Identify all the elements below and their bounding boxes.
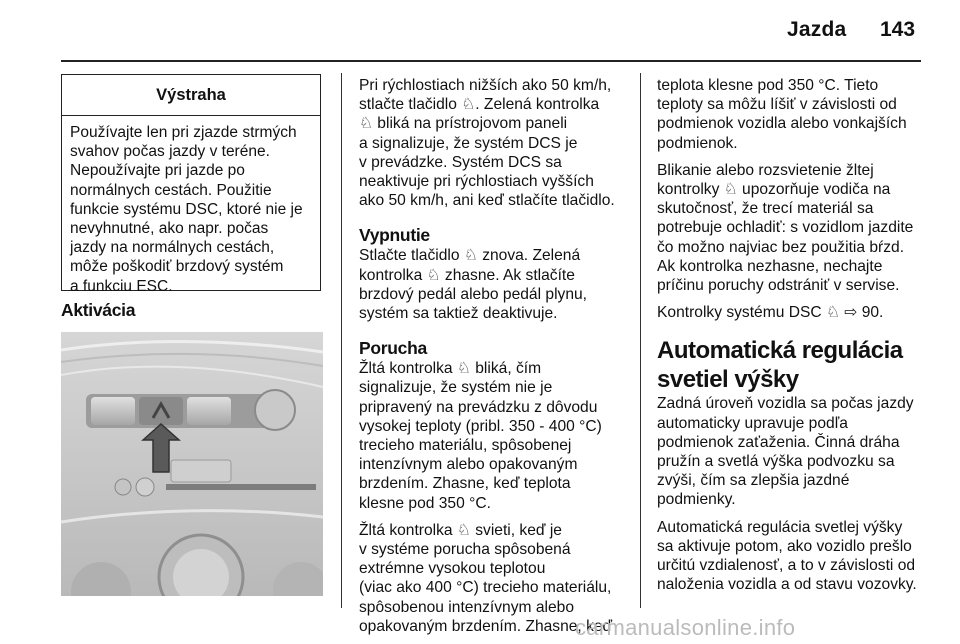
text-line: intenzívnym alebo opakovaným [359, 456, 578, 474]
paragraph-auto-activation [657, 518, 927, 595]
text-line: pružín a svetlá výška podvozku sa [657, 453, 895, 471]
text-line: automaticky upravuje podľa [657, 414, 848, 432]
text-line: stlačte tlačidlo ♘. Zelená kontrolka [359, 96, 600, 114]
warning-line: a funkciu ESC. [70, 277, 173, 295]
warning-line: funkcie systému DSC, ktoré nie je [70, 200, 303, 218]
text-line: potrebuje ochladiť: s vozidlom jazdite [657, 219, 914, 237]
warning-box [61, 74, 321, 295]
text-line: a signalizuje, že systém DCS je [359, 134, 578, 152]
text-line: opakovaným brzdením. Zhasne, keď [359, 617, 613, 635]
text-line: čo možno najviac bez použitia bŕzd. [657, 238, 905, 256]
text-line: teplota klesne pod 350 °C. Tieto [657, 77, 879, 94]
warning-line: jazdy na normálnych cestách, [70, 239, 275, 257]
warning-line: nevyhnutné, ako napr. počas [70, 220, 269, 238]
text-line: v prevádzke. Systém DCS sa [359, 153, 562, 171]
heading-line: svetiel výšky [657, 366, 799, 394]
text-line: (viac ako 400 °C) trecieho materiálu, [359, 579, 612, 597]
paragraph-activation [359, 76, 627, 210]
text-line: vysokej teploty (pribl. 350 - 400 °C) [359, 417, 602, 435]
text-line: neaktivuje pri rýchlostiach vyšších [359, 173, 594, 191]
text-line: podmienok. [657, 134, 738, 152]
page-number: 143 [880, 18, 916, 41]
column-2 [359, 76, 627, 644]
text-line: podmienok vozidla alebo vonkajších [657, 115, 907, 133]
text-line: spôsobenou intenzívnym alebo [359, 598, 574, 616]
text-line: sa aktivuje potom, ako vozidlo prešlo [657, 537, 912, 555]
paragraph-reference: Kontrolky systému DSC ♘ ⇨ 90. [657, 304, 884, 322]
text-line: trecieho materiálu, spôsobenej [359, 437, 572, 455]
column-divider-2 [640, 73, 641, 608]
column-3 [657, 76, 927, 602]
warning-line: Nepoužívajte pri jazde po [70, 162, 245, 180]
text-line: Pri rýchlostiach nižších ako 50 km/h, [359, 77, 612, 94]
text-line: klesne pod 350 °C. [359, 494, 491, 512]
column-divider-1 [341, 73, 342, 608]
text-line: určitú vzdialenosť, a to v závislosti od [657, 557, 916, 575]
paragraph-auto-level [657, 394, 927, 509]
heading-fault: Porucha [359, 338, 427, 359]
text-line: Automatická regulácia svetlej výšky [657, 518, 903, 536]
text-line: pripravený na prevádzku z dôvodu [359, 398, 598, 416]
text-line: kontrolka ♘ zhasne. Ak stlačíte [359, 266, 575, 284]
text-line: podmienok zaťaženia. Činná dráha [657, 433, 900, 451]
paragraph-temperature [657, 76, 927, 153]
paragraph-deactivation [359, 246, 627, 323]
heading-line: Automatická regulácia [657, 337, 903, 365]
text-line: Žltá kontrolka ♘ svieti, keď je [359, 521, 562, 539]
paragraph-fault-blinking [359, 359, 627, 513]
watermark: carmanualsonline.info [575, 615, 796, 640]
text-line: ako 50 km/h, ani keď stlačíte tlačidlo. [359, 192, 615, 210]
header-rule [61, 60, 921, 62]
dashboard-photo [61, 332, 323, 596]
text-line: príčinu poruchy odstrániť v servise. [657, 277, 900, 295]
heading-deactivation: Vypnutie [359, 225, 430, 246]
running-header-section: Jazda [787, 18, 847, 41]
text-line: Ak kontrolka nezhasne, nechajte [657, 257, 883, 275]
text-line: zvýši, čím sa zlepšia jazdné [657, 472, 850, 490]
text-line: brzdením. Zhasne, keď teplota [359, 475, 571, 493]
warning-line: normálnych cestách. Použitie [70, 181, 272, 199]
text-line: systém sa taktiež deaktivuje. [359, 305, 558, 323]
heading-auto-level [657, 336, 927, 394]
warning-title: Výstraha [62, 75, 320, 116]
dashboard-illustration [61, 332, 323, 596]
text-line: signalizuje, že systém nie je [359, 379, 553, 397]
text-line: naloženia vozidla a od stavu vozovky. [657, 576, 917, 594]
paragraph-blinking [657, 161, 927, 295]
text-line: podmienky. [657, 491, 736, 509]
warning-line: môže poškodiť brzdový systém [70, 258, 284, 276]
text-line: Blikanie alebo rozsvietenie žltej [657, 161, 874, 179]
text-line: v systéme porucha spôsobená [359, 541, 571, 559]
text-line: Žltá kontrolka ♘ bliká, čím [359, 360, 542, 378]
text-line: Stlačte tlačidlo ♘ znova. Zelená [359, 247, 581, 265]
text-line: skutočnosť, že trecí materiál sa [657, 200, 874, 218]
warning-line: Používajte len pri zjazde strmých [70, 124, 297, 141]
text-line: kontrolky ♘ upozorňuje vodiča na [657, 181, 891, 199]
warning-body [62, 116, 320, 296]
text-line: extrémne vysokou teplotou [359, 560, 546, 578]
text-line: Zadná úroveň vozidla sa počas jazdy [657, 395, 914, 413]
text-line: ♘ bliká na prístrojovom paneli [359, 115, 568, 133]
heading-activation: Aktivácia [61, 300, 136, 320]
text-line: brzdový pedál alebo pedál plynu, [359, 285, 588, 303]
text-line: teploty sa môžu líšiť v závislosti od [657, 96, 897, 114]
warning-line: svahov počas jazdy v teréne. [70, 143, 270, 161]
